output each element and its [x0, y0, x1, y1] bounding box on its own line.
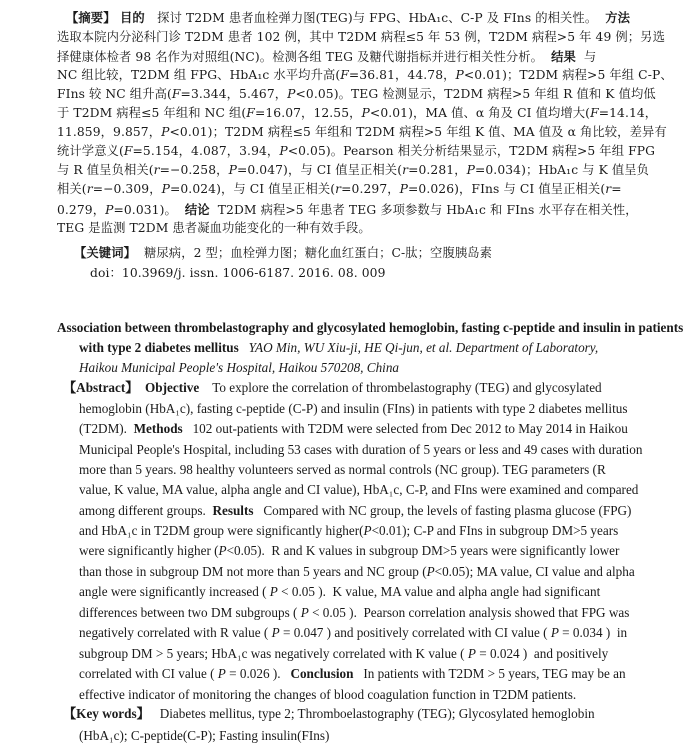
- text-run: r: [402, 163, 409, 177]
- text-run: 方法: [605, 10, 631, 25]
- text-run: Diabetes mellitus, type 2; Thromboelastography (TEG); Glycosylated hemoglobin: [149, 706, 595, 721]
- text-run: 目的: [115, 10, 150, 25]
- english-abstract-line: [79, 460, 642, 479]
- text-run: doi：10.3969/j. issn. 1006-6187. 2016. 08. 009: [90, 266, 386, 280]
- text-run: <0.01)；T2DM 病程>5 年组 C-P、: [463, 68, 673, 82]
- text-run: Results: [212, 503, 254, 518]
- text-run: Compared with NC group, the levels of fasting plasma glucose (FPG): [253, 503, 632, 518]
- text-run: r: [605, 182, 612, 196]
- text-run: <0.05). R and K values in subgroup DM>5 years were significantly lower: [226, 543, 620, 558]
- text-run: P: [217, 666, 226, 681]
- text-run: 0.279，: [57, 203, 106, 217]
- chinese-abstract-line: [57, 180, 632, 199]
- text-run: 统计学意义(: [57, 144, 124, 158]
- text-run: negatively correlated with R value (: [79, 625, 272, 640]
- text-run: F: [340, 68, 349, 82]
- text-run: TEG 是监测 T2DM 患者凝血功能变化的一种有效手段。: [57, 221, 371, 235]
- text-run: F: [171, 87, 181, 101]
- text-run: Methods: [133, 421, 183, 436]
- chinese-abstract-line: [57, 85, 656, 104]
- text-run: = 0.047 ) and positively correlated with CI value (: [279, 625, 551, 640]
- text-run: =0.297，: [341, 182, 400, 196]
- text-run: = 0.024 ) and positively: [475, 646, 609, 661]
- text-run: and HbA₁c in T2DM group were significantly higher(: [79, 523, 364, 538]
- text-run: P: [466, 163, 475, 177]
- text-run: =5.154，4.087，3.94，: [132, 144, 280, 158]
- text-run: P: [300, 605, 309, 620]
- text-run: P: [105, 203, 114, 217]
- english-abstract-line: [79, 521, 642, 540]
- text-run: = 0.026 ).: [225, 666, 291, 681]
- text-run: <0.01)，MA 值、α 角及 CI 值均增大(: [369, 106, 591, 120]
- text-run: In patients with T2DM > 5 years, TEG may be an: [353, 666, 626, 681]
- chinese-abstract-line: [66, 8, 634, 28]
- text-run: P: [228, 163, 237, 177]
- chinese-abstract-line: [57, 142, 656, 161]
- text-run: 探讨 T2DM 患者血栓弹力图(TEG)与 FPG、HbA₁c、C-P 及 FIns 的相关性。: [149, 11, 606, 25]
- text-run: 糖尿病，2 型；血栓弹力图；糖化血红蛋白；C-肽；空腹胰岛素: [136, 246, 493, 260]
- text-run: were significantly higher (: [79, 543, 219, 558]
- english-abstract-line: [79, 419, 642, 438]
- text-run: (HbA₁c); C-peptide(C-P); Fasting insulin(FIns): [79, 728, 330, 743]
- text-run: 结果: [551, 49, 576, 64]
- text-run: with type 2 diabetes mellitus: [79, 340, 239, 355]
- text-run: =−0.258，: [159, 163, 229, 177]
- english-abstract-line: [79, 501, 642, 520]
- english-abstract-line: [79, 603, 642, 622]
- text-run: P: [271, 625, 280, 640]
- text-run: = 0.034 ) in: [558, 625, 628, 640]
- text-run: 【Abstract】: [63, 380, 139, 395]
- text-run: P: [361, 106, 370, 120]
- chinese-abstract-line: [57, 66, 673, 85]
- chinese-abstract-line: [74, 243, 634, 263]
- text-run: YAO Min, WU Xiu-ji, HE Qi-jun, et al. Department of Laboratory,: [238, 340, 599, 355]
- text-run: P: [467, 646, 476, 661]
- text-run: P: [161, 182, 170, 196]
- english-abstract-line: [79, 541, 642, 560]
- english-abstract-line: [79, 480, 642, 499]
- text-run: Association between thrombelastography and glycosylated hemoglobin, fasting c-peptide and insulin in patients: [57, 320, 684, 335]
- text-run: (T2DM).: [79, 421, 134, 436]
- text-run: P: [269, 584, 278, 599]
- text-run: FIns 较 NC 组升高(: [57, 87, 172, 101]
- text-run: P: [455, 68, 464, 82]
- text-run: F: [590, 106, 599, 120]
- english-abstract-line: [79, 623, 642, 642]
- text-run: <0.05); MA value, CI value and alpha: [434, 564, 635, 579]
- text-run: <0.05)。TEG 检测显示，T2DM 病程>5 年组 R 值和 K 值均低: [295, 87, 656, 101]
- text-run: To explore the correlation of thrombelastography (TEG) and glycosylated: [199, 380, 602, 395]
- text-run: =−0.309，: [92, 182, 162, 196]
- text-run: 择健康体检者 98 名作为对照组(NC)。检测各组 TEG 及糖代谢指标并进行相关性分析。: [57, 50, 552, 64]
- text-run: correlated with CI value (: [79, 666, 218, 681]
- text-run: =36.81，44.78，: [348, 68, 456, 82]
- text-run: 【摘要】: [66, 10, 116, 25]
- text-run: =0.024)，与 CI 值呈正相关(: [169, 182, 336, 196]
- text-run: =0.034)；HbA₁c 与 K 值呈负: [474, 163, 650, 177]
- text-run: < 0.05 ). Pearson correlation analysis showed that FPG was: [308, 605, 630, 620]
- english-abstract-line: [63, 378, 626, 397]
- chinese-abstract-line: [57, 161, 650, 180]
- text-run: Haikou Municipal People's Hospital, Haikou 570208, China: [79, 360, 400, 375]
- english-abstract-line: [79, 399, 642, 418]
- chinese-abstract-line: [57, 219, 632, 238]
- text-run: <0.05)。Pearson 相关分析结果显示，T2DM 病程>5 年组 FPG: [287, 144, 656, 158]
- text-run: < 0.05 ). K value, MA value and alpha angle had significant: [277, 584, 601, 599]
- text-run: 与 R 值呈负相关(: [57, 163, 154, 177]
- text-run: T2DM 病程>5 年患者 TEG 多项参数与 HbA₁c 和 FIns 水平存在相关性，: [209, 203, 638, 217]
- text-run: =0.031)。: [113, 203, 185, 217]
- text-run: effective indicator of monitoring the changes of blood coagulation function in T2DM patients.: [79, 687, 577, 702]
- text-run: =3.344，5.467，: [180, 87, 288, 101]
- text-run: =0.047)，与 CI 值呈正相关(: [236, 163, 403, 177]
- chinese-abstract-line: [57, 123, 667, 142]
- text-run: P: [161, 125, 170, 139]
- text-run: =14.14，: [598, 106, 658, 120]
- text-run: r: [153, 163, 160, 177]
- text-run: P: [287, 87, 296, 101]
- text-run: value, K value, MA value, alpha angle and CI value), HbA₁c, C-P, and FIns were examined and compared: [79, 482, 639, 497]
- text-run: P: [426, 564, 435, 579]
- english-abstract-line: [63, 704, 643, 723]
- text-run: =0.026)，FIns 与 CI 值呈正相关(: [408, 182, 606, 196]
- text-run: =: [611, 182, 622, 196]
- english-title-line: [57, 318, 684, 337]
- english-title-line: [79, 338, 642, 357]
- english-title-line: [79, 358, 642, 377]
- text-run: more than 5 years. 98 healthy volunteers served as normal controls (NC group). TEG parameters (R: [79, 462, 606, 477]
- english-abstract-line: [79, 685, 642, 704]
- chinese-abstract-line: [57, 28, 665, 47]
- text-run: =0.281，: [408, 163, 467, 177]
- text-run: Municipal People's Hospital, including 53 cases with duration of 5 years or less and 49 cases with duration: [79, 442, 643, 457]
- text-run: Conclusion: [290, 666, 354, 681]
- english-abstract-line: [79, 644, 642, 663]
- chinese-abstract-line: [90, 264, 635, 283]
- text-run: P: [279, 144, 288, 158]
- text-run: F: [246, 106, 255, 120]
- text-run: NC 组比较，T2DM 组 FPG、HbA₁c 水平均升高(: [57, 68, 341, 82]
- chinese-abstract-line: [57, 47, 632, 67]
- text-run: =16.07，12.55，: [254, 106, 362, 120]
- text-run: 11.859，9.857，: [57, 125, 162, 139]
- text-run: 【关键词】: [74, 245, 136, 260]
- english-abstract-line: [79, 440, 642, 459]
- english-abstract-line: [79, 562, 642, 581]
- chinese-abstract-line: [57, 200, 638, 220]
- text-run: hemoglobin (HbA₁c), fasting c-peptide (C-P) and insulin (FIns) in patients with type 2 diabetes mellitus: [79, 401, 628, 416]
- english-abstract-line: [79, 726, 642, 745]
- text-run: r: [86, 182, 93, 196]
- chinese-abstract-line: [57, 104, 658, 123]
- text-run: r: [335, 182, 342, 196]
- text-run: P: [550, 625, 559, 640]
- text-run: 结论: [184, 202, 210, 217]
- english-abstract-line: [79, 582, 642, 601]
- text-run: than those in subgroup DM not more than 5 years and NC group (: [79, 564, 427, 579]
- text-run: F: [123, 144, 133, 158]
- text-run: <0.01); C-P and FIns in subgroup DM>5 years: [371, 523, 619, 538]
- text-run: <0.01)；T2DM 病程≤5 年组和 T2DM 病程>5 年组 K 值、MA 值及 α 角比较，差异有: [169, 125, 667, 139]
- english-abstract-line: [79, 664, 642, 683]
- text-run: 与: [575, 50, 597, 64]
- text-run: 选取本院内分泌科门诊 T2DM 患者 102 例，其中 T2DM 病程≤5 年 53 例，T2DM 病程>5 年 49 例；另选: [57, 30, 665, 44]
- text-run: Objective: [145, 380, 200, 395]
- text-run: differences between two DM subgroups (: [79, 605, 301, 620]
- text-run: P: [363, 523, 372, 538]
- text-run: 102 out-patients with T2DM were selected from Dec 2012 to May 2014 in Haikou: [182, 421, 628, 436]
- text-run: 于 T2DM 病程≤5 年组和 NC 组(: [57, 106, 247, 120]
- text-run: P: [399, 182, 409, 196]
- text-run: among different groups.: [79, 503, 213, 518]
- text-run: angle were significantly increased (: [79, 584, 270, 599]
- text-run: P: [218, 543, 227, 558]
- text-run: 【Key words】: [63, 706, 150, 721]
- text-run: 相关(: [57, 182, 87, 196]
- text-run: subgroup DM > 5 years; HbA₁c was negatively correlated with K value (: [79, 646, 468, 661]
